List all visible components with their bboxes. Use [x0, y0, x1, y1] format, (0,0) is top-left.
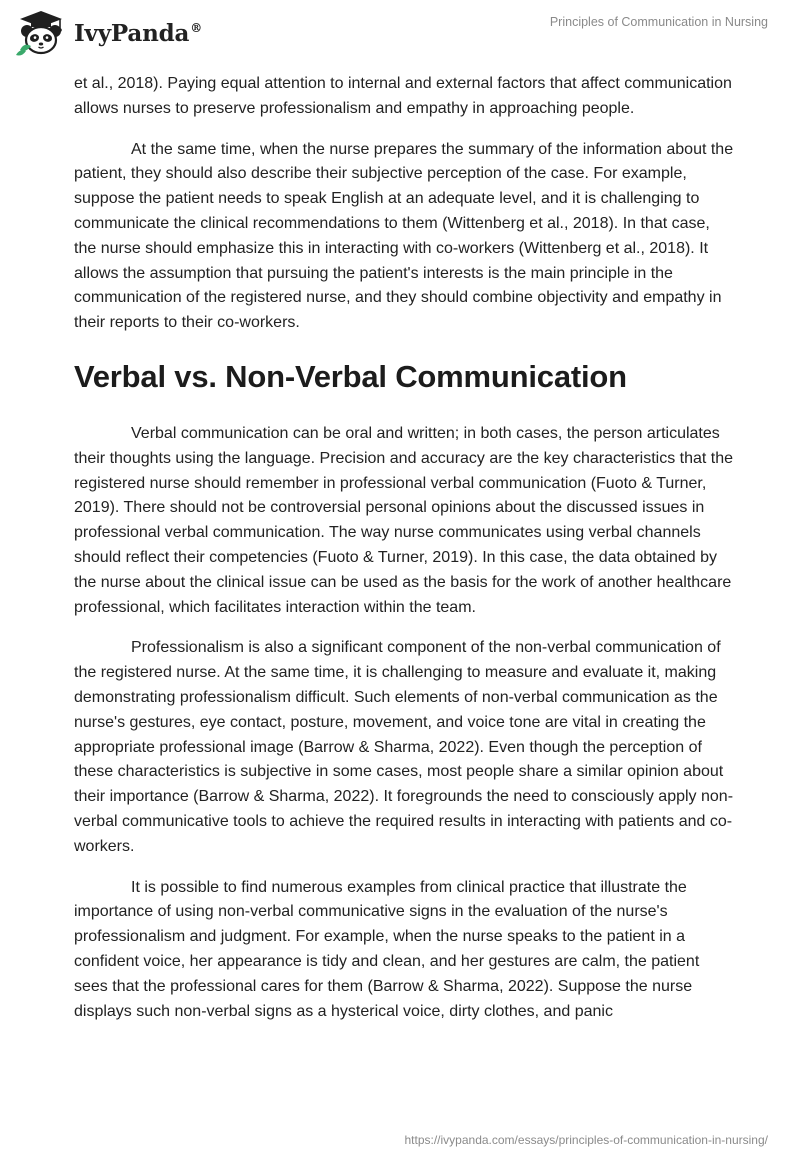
- brand-name: IvyPanda®: [74, 19, 202, 47]
- paragraph-continuation: et al., 2018). Paying equal attention to internal and external factors that affect communication allows nurses to preserve professionalism and empathy in approaching people.: [74, 75, 732, 117]
- paragraph-verbal-communication: Verbal communication can be oral and written; in both cases, the person articulates their thoughts using the language. Precision and accuracy are the key characteristics that the registered nurse should remember in professional verbal communication (Fuoto & Turner, 2019). There should not be controversial personal opinions about the discussed issues in professional verbal communication. The way nurse communicates using verbal channels should reflect their competencies (Fuoto & Turner, 2019). In this case, the data obtained by the nurse about the clinical issue can be used as the basis for the work of another healthcare professional, which facilitates interaction within the team.: [74, 424, 734, 616]
- paragraph-non-verbal-professionalism: Professionalism is also a significant component of the non-verbal communication of the registered nurse. At the same time, it is challenging to measure and evaluate it, making demonstrating professionalism difficult. Such elements of non-verbal communication as the nurse's gestures, eye contact, posture, movement, and voice tone are vital in creating the appropriate professional image (Barrow & Sharma, 2022). Even though the perception of these characteristics is subjective in some cases, most people share a similar opinion about their importance (Barrow & Sharma, 2022). It foregrounds the need to consciously apply non-verbal communicative tools to achieve the required results in interacting with patients and co-workers.: [74, 639, 734, 855]
- source-url[interactable]: https://ivypanda.com/essays/principles-of-communication-in-nursing/: [404, 1133, 768, 1147]
- panda-graduate-icon: [14, 8, 68, 58]
- paragraph-subjective-perception: At the same time, when the nurse prepares the summary of the information about the patient, they should also describe their subjective perception of the case. For example, suppose the patient needs to speak English at an adequate level, and it is challenging to communicate the clinical recommendations to them (Wittenberg et al., 2018). In that case, the nurse should emphasize this in interacting with co-workers (Wittenberg et al., 2018). It allows the assumption that pursuing the patient's interests is the main principle in the communication of the registered nurse, and they should combine objectivity and empathy in their reports to their co-workers.: [74, 140, 734, 332]
- page-header: [0, 0, 800, 70]
- ivypanda-logo[interactable]: [14, 8, 202, 58]
- essay-content: [74, 72, 734, 1040]
- document-title: Principles of Communication in Nursing: [549, 15, 768, 29]
- registered-mark: ®: [190, 20, 202, 35]
- section-heading: Verbal vs. Non-Verbal Communication: [74, 358, 627, 394]
- paragraph-clinical-examples: It is possible to find numerous examples from clinical practice that illustrate the importance of using non-verbal communicative signs in the evaluation of the nurse's professionalism and judgment. For example, when the nurse speaks to the patient in a confident voice, her appearance is tidy and clean, and her gestures are calm, the patient sees that the professional cares for them (Barrow & Sharma, 2022). Suppose the nurse displays such non-verbal signs as a hysterical voice, dirty clothes, and panic: [74, 878, 700, 1020]
